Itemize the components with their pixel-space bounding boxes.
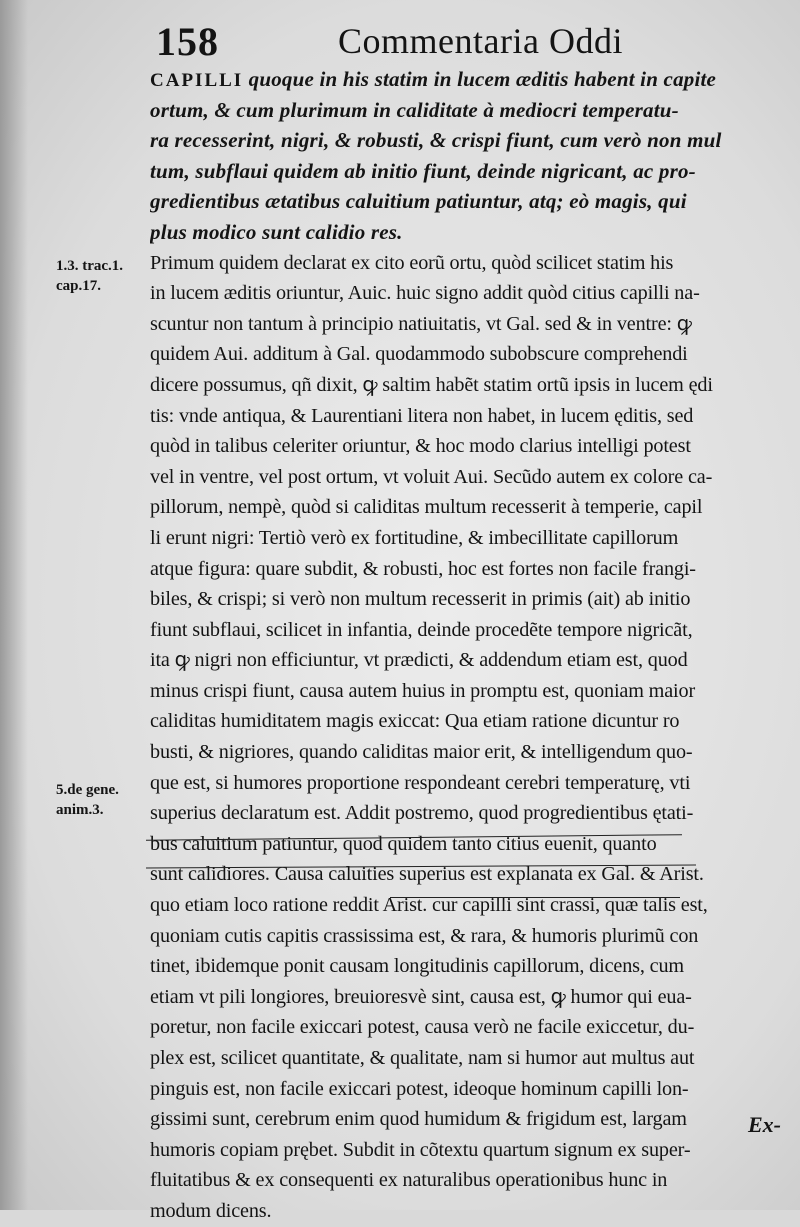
text-line: fiunt subflaui, scilicet in infantia, deinde procedẽte tempore nigricãt,	[150, 618, 693, 641]
text-line: modum dicens.	[150, 1199, 272, 1222]
gutter-shadow	[0, 0, 28, 1210]
text-line: quidem Aui. additum à Gal. quodammodo subobscure comprehendi	[150, 343, 688, 366]
text-line	[150, 156, 790, 187]
text-line-rest: ra recesserint, nigri, & robusti, & crispi fiunt, cum verò non mul	[150, 128, 722, 153]
text-line: quòd in talibus celeriter oriuntur, & hoc modo clarius intelligi potest	[150, 435, 691, 458]
section-lead-word: CAPILLI	[150, 70, 244, 91]
text-line: gissimi sunt, cerebrum enim quod humidum & frigidum est, largam	[150, 1108, 687, 1131]
text-line: quo etiam loco ratione reddit Arist. cur capilli sint crassi, quæ talis est,	[150, 894, 708, 917]
text-line: dicere possumus, qñ dixit, ꝙ saltim habẽt statim ortũ ipsis in lucem ędi	[150, 373, 713, 396]
text-line: fluitatibus & ex consequenti ex naturalibus operationibus hunc in	[150, 1169, 668, 1192]
marginal-notes	[56, 0, 154, 1210]
text-line-rest: gredientibus ætatibus caluitium patiuntur, atq; eò magis, qui	[150, 189, 687, 214]
text-line: in lucem æditis oriuntur, Auic. huic signo addit quòd citius capilli na-	[150, 282, 700, 305]
text-line: sunt calidiores. Causa caluities superius est explanata ex Gal. & Arist.	[150, 863, 704, 886]
text-line: ita ꝙ nigri non efficiuntur, vt prædicti, & addendum etiam est, quod	[150, 649, 688, 672]
running-head	[150, 14, 650, 64]
text-line	[150, 64, 790, 95]
text-line: etiam vt pili longiores, breuioresvè sint, causa est, ꝙ humor qui eua-	[150, 985, 692, 1008]
handwritten-underline	[390, 897, 680, 898]
text-line: humoris copiam prębet. Subdit in cõtextu quartum signum ex super-	[150, 1138, 691, 1161]
margin-note-reference: 5.de gene. anim.3.	[56, 782, 119, 818]
text-line	[150, 125, 790, 156]
text-line	[150, 95, 790, 126]
text-line: Primum quidem declarat ex cito eorũ ortu, quòd scilicet statim his	[150, 251, 674, 274]
text-line: quoniam cutis capitis crassissima est, & rara, & humoris plurimũ con	[150, 924, 699, 947]
text-line: atque figura: quare subdit, & robusti, hoc est fortes non facile frangi-	[150, 557, 696, 580]
text-line	[150, 217, 790, 248]
text-line: li erunt nigri: Tertiò verò ex fortitudine, & imbecillitate capillorum	[150, 526, 679, 549]
text-line-rest: tum, subflaui quidem ab initio fiunt, deinde nigricant, ac pro-	[150, 158, 696, 183]
text-line: vel in ventre, vel post ortum, vt voluit Aui. Secũdo autem ex colore ca-	[150, 465, 713, 488]
text-line-rest: plus modico sunt calidio res.	[150, 219, 403, 244]
text-line: busti, & nigriores, quando caliditas maior erit, & intelligendum quo-	[150, 741, 693, 764]
text-line: bus caluitium patiuntur, quod quidem tanto citius euenit, quanto	[150, 832, 657, 855]
text-line: pinguis est, non facile exiccari potest, ideoque hominum capilli lon-	[150, 1077, 689, 1100]
text-line: caliditas humiditatem magis exiccat: Qua etiam ratione dicuntur ro	[150, 710, 680, 733]
text-line: pillorum, nempè, quòd si caliditas multum recesserit à temperie, capil	[150, 496, 703, 519]
text-line: tinet, ibidemque ponit causam longitudinis capillorum, dicens, cum	[150, 955, 684, 978]
text-line: plex est, scilicet quantitate, & qualitate, nam si humor aut multus aut	[150, 1047, 695, 1069]
text-line: poretur, non facile exiccari potest, causa verò ne facile exiccetur, du-	[150, 1016, 695, 1039]
text-line: minus crispi fiunt, causa autem huius in promptu est, quoniam maior	[150, 679, 696, 702]
text-line: que est, si humores proportione respondeant cerebri temperaturę, vti	[150, 771, 691, 794]
text-line-rest: quoque in his statim in lucem æditis habent in capite	[243, 67, 717, 91]
running-title: Commentaria Oddi	[338, 21, 623, 61]
text-line: superius declaratum est. Addit postremo, quod progredientibus ętati-	[150, 802, 694, 825]
margin-note-reference: 1.3. trac.1. cap.17.	[56, 258, 124, 294]
catchword: Ex-	[748, 1112, 781, 1137]
text-line-rest: ortum, & cum plurimum in caliditate à mediocri temperatu-	[150, 97, 679, 122]
text-line: tis: vnde antiqua, & Laurentiani litera non habet, in lucem ęditis, sed	[150, 404, 694, 427]
text-line: biles, & crispi; si verò non multum recesserit in primis (ait) ab initio	[150, 588, 691, 611]
text-line	[150, 186, 790, 217]
page-number: 158	[156, 19, 219, 64]
main-text-block	[150, 64, 790, 1227]
text-line: scuntur non tantum à principio natiuitatis, vt Gal. sed & in ventre: ꝙ	[150, 312, 692, 335]
